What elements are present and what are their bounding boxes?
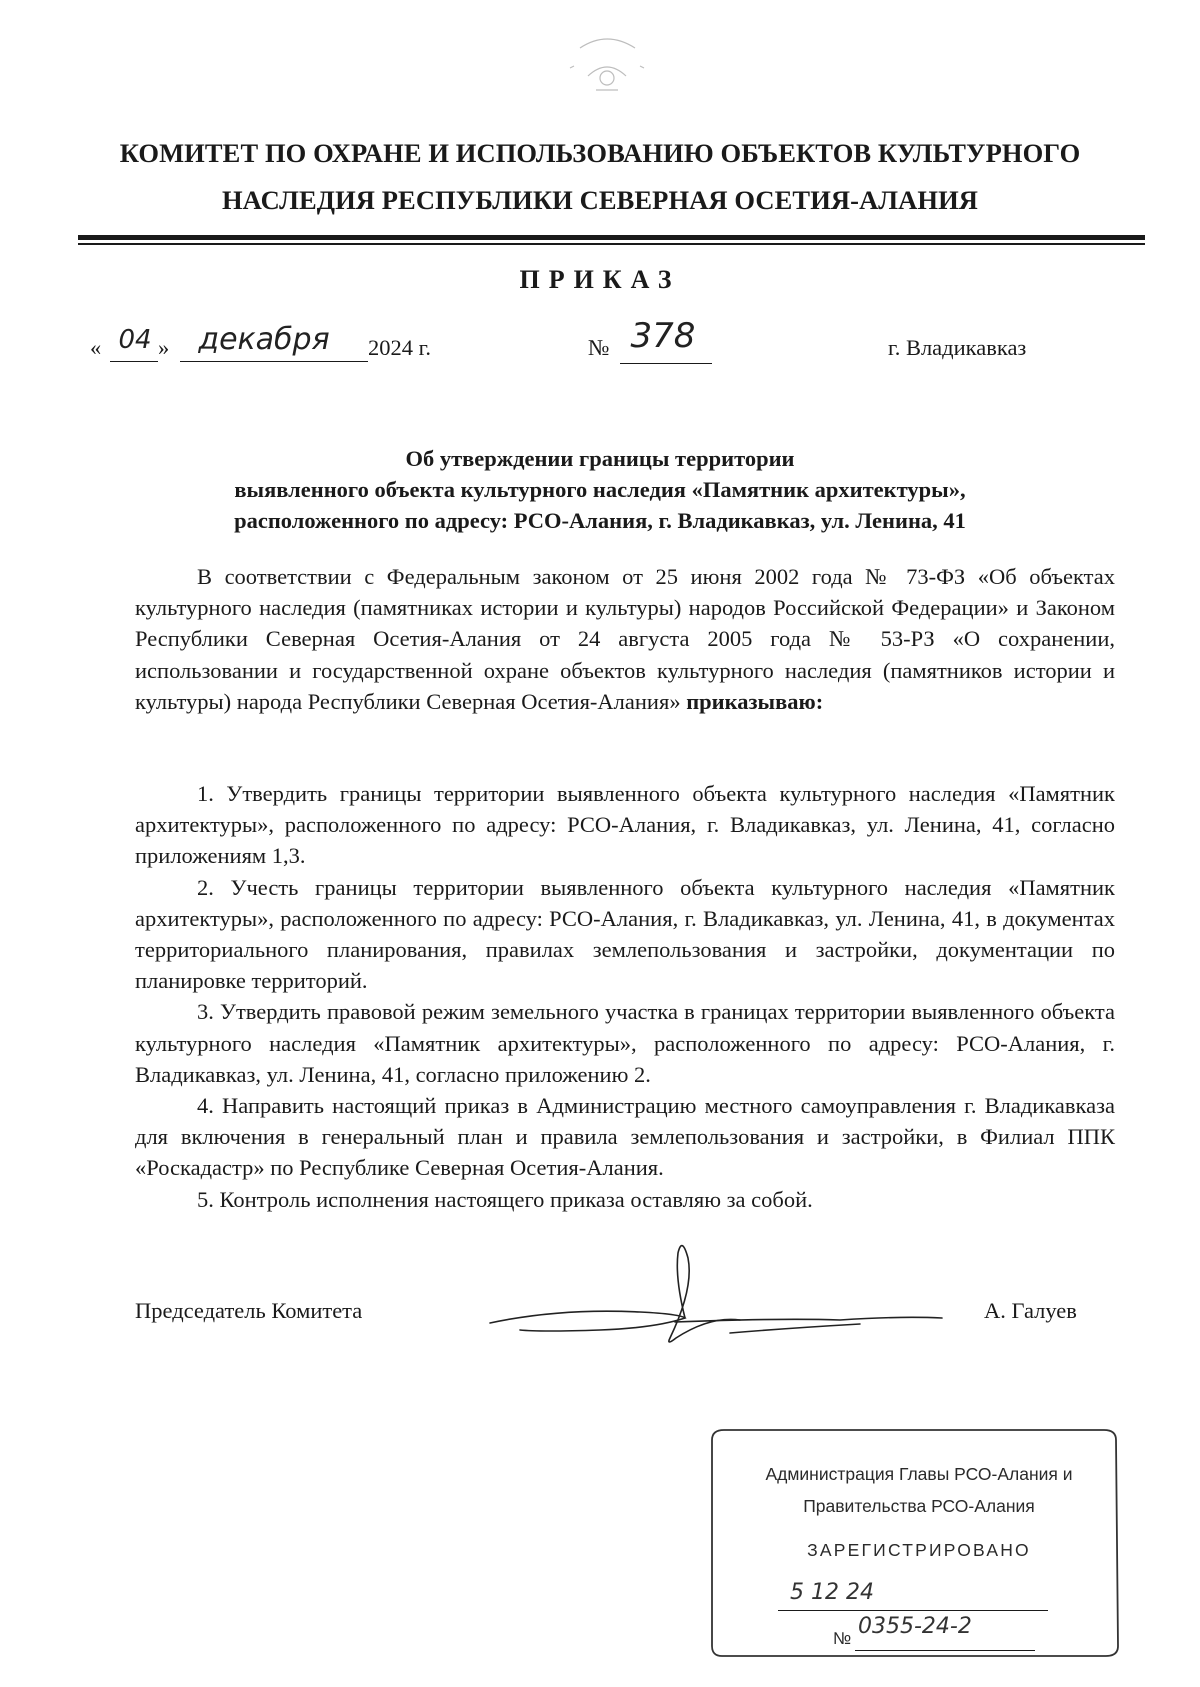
signatory-position: Председатель Комитета (135, 1298, 363, 1323)
order-number-label: № (588, 335, 610, 360)
stamp-registered-label: ЗАРЕГИСТРИРОВАНО (807, 1540, 1031, 1560)
signatory-name: А. Галуев (984, 1298, 1077, 1323)
stamp-authority-line2: Правительства РСО-Алания (803, 1496, 1035, 1516)
date-month: декабря (198, 322, 330, 357)
order-city: г. Владикавказ (888, 335, 1027, 360)
emblem-icon (560, 28, 655, 108)
preamble-paragraph (135, 561, 1115, 717)
order-title-line3: расположенного по адресу: РСО-Алания, г. Владикавказ, ул. Ленина, 41 (234, 508, 966, 533)
header-rule-thick (78, 235, 1145, 240)
date-month-underline (180, 361, 368, 362)
date-quote-close: » (158, 335, 170, 360)
date-day: 04 (118, 325, 152, 355)
preamble-text: В соответствии с Федеральным законом от 25 июня 2002 года № 73-ФЗ «Об объектах культурного наследия (памятниках истории и культуры) народов Российской Федерации» и Законом Республики Северная Осетия-Алания от 24 августа 2005 года № 53-РЗ «О сохранении, использовании и государственной охране объектов культурного наследия (памятников истории и культуры) народа Республики Северная Осетия-Алания» (135, 564, 1115, 714)
order-item-2: 2. Учесть границы территории выявленного объекта культурного наследия «Памятник архитектуры», расположенного по адресу: РСО-Алания, г. Владикавказ, ул. Ленина, 41, в документах территориального планирования, правилах землепользования и застройки, документации по планировке территорий. (135, 874, 1115, 994)
stamp-registration-number: 0355-24-2 (858, 1614, 972, 1639)
date-year: 2024 г. (368, 335, 431, 360)
order-number-underline (620, 363, 712, 364)
order-item-3: 3. Утвердить правовой режим земельного участка в границах территории выявленного объекта культурного наследия «Памятник архитектуры», расположенного по адресу: РСО-Алания, г. Владикавказ, ул. Ленина, 41, согласно приложению 2. (135, 999, 1115, 1087)
stamp-authority-line1: Администрация Главы РСО-Алания и (765, 1464, 1073, 1484)
stamp-number-label: № (833, 1629, 852, 1648)
order-word: приказываю: (686, 688, 824, 714)
org-name-line1: КОМИТЕТ ПО ОХРАНЕ И ИСПОЛЬЗОВАНИЮ ОБЪЕКТОВ КУЛЬТУРНОГО (119, 138, 1081, 168)
document-type: ПРИКАЗ (519, 265, 681, 294)
order-number: 378 (630, 316, 696, 356)
order-title-line1: Об утверждении границы территории (405, 446, 795, 471)
order-item-4: 4. Направить настоящий приказ в Администрацию местного самоуправления г. Владикавказа для включения в генеральный план и правила землепользования и застройки, в Филиал ППК «Роскадастр» по Республике Северная Осетия-Алания. (135, 1093, 1115, 1181)
order-item-1: 1. Утвердить границы территории выявленного объекта культурного наследия «Памятник архитектуры», расположенного по адресу: РСО-Алания, г. Владикавказ, ул. Ленина, 41, согласно приложениям 1,3. (135, 781, 1115, 869)
date-quote-open: « (90, 335, 102, 360)
stamp-date-underline (778, 1610, 1048, 1611)
date-day-underline (110, 361, 158, 362)
stamp-number-underline (855, 1650, 1035, 1651)
stamp-registration-date: 5 12 24 (790, 1580, 874, 1605)
header-rule-thin (78, 243, 1145, 245)
order-title-line2: выявленного объекта культурного наследия «Памятник архитектуры», (234, 477, 966, 502)
handwritten-signature (480, 1238, 950, 1348)
org-name-line2: НАСЛЕДИЯ РЕСПУБЛИКИ СЕВЕРНАЯ ОСЕТИЯ-АЛАНИЯ (221, 185, 979, 215)
order-item-5: 5. Контроль исполнения настоящего приказа оставляю за собой. (197, 1186, 813, 1212)
order-items (135, 778, 1115, 1215)
